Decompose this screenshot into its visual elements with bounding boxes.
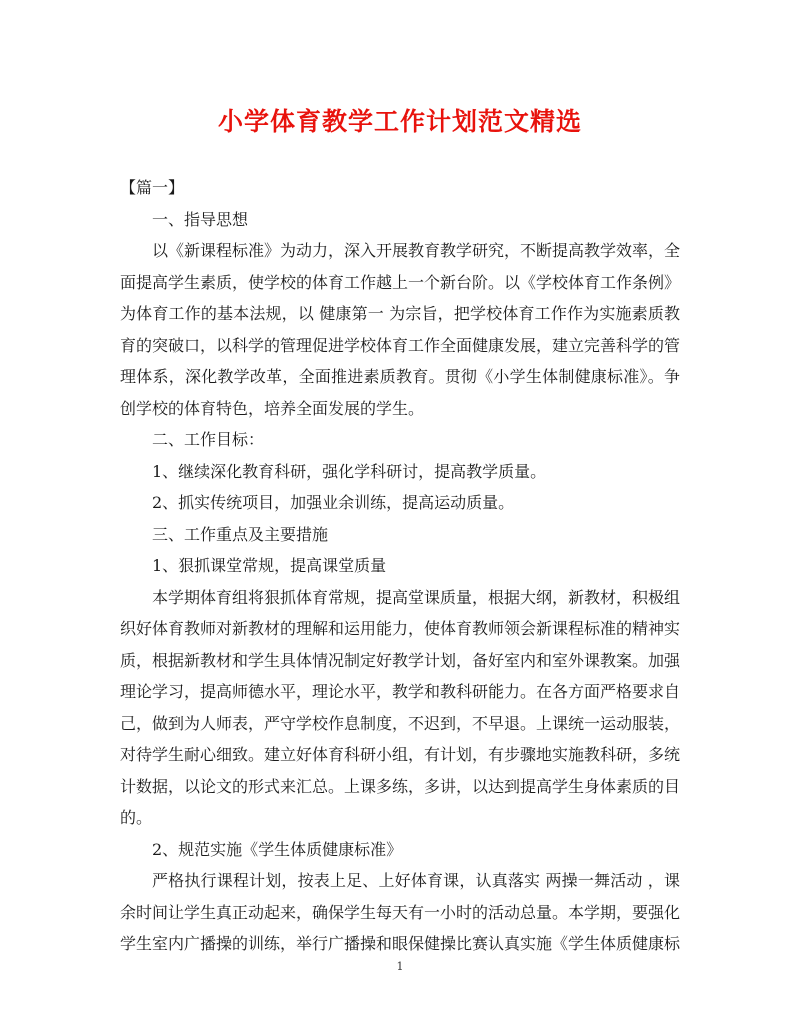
document-title: 小学体育教学工作计划范文精选 [217, 107, 582, 136]
paragraph-guiding-thought: 以《新课程标准》为动力，深入开展教育教学研究，不断提高教学效率，全面提高学生素质，使学校的体育工作越上一个新台阶。以《学校体育工作条例》为体育工作的基本法规，以 健康第一 为宗旨，把学校体育工作作为实施素质教育的突破口，以科学的管理促进学校体育工作全面健康发展，建立完善科学的管理体系，深化教学改革，全面推进素质教育。贯彻《小学生体制健康标准》。争创学校的体育特色，培养全面发展的学生。 [120, 241, 681, 418]
subheading-classroom-routine: 1、狠抓课堂常规，提高课堂质量 [152, 556, 387, 575]
document-body [120, 172, 680, 960]
heading-key-measures: 三、工作重点及主要措施 [152, 524, 329, 544]
goal-item-1: 1、继续深化教育科研，强化学科研讨，提高教学质量。 [152, 461, 547, 481]
paragraph-classroom-routine: 本学期体育组将狠抓体育常规，提高堂课质量，根据大纲，新教材，积极组织好体育教师对新教材的理解和运用能力，使体育教师领会新课程标准的精神实质，根据新教材和学生具体情况制定好教学计划，备好室内和室外课教案。加强理论学习，提高师德水平，理论水平，教学和教科研能力。在各方面严格要求自己，做到为人师表，严守学校作息制度，不迟到，不早退。上课统一运动服装，对待学生耐心细致。建立好体育科研小组，有计划，有步骤地实施教科研，多统计数据，以论文的形式来汇总。上课多练，多讲，以达到提高学生身体素质的目的。 [120, 587, 681, 827]
subheading-health-standard: 2、规范实施《学生体质健康标准》 [152, 839, 403, 859]
paragraph-health-standard: 严格执行课程计划，按表上足、上好体育课，认真落实 两操一舞活动 ，课余时间让学生真正动起来，确保学生每天有一小时的活动总量。本学期，要强化学生室内广播操的训练，举行广播操和眼保健操比赛认真实施《学生体质健康标 [120, 871, 681, 953]
heading-work-goals: 二、工作目标： [152, 430, 265, 449]
heading-guiding-thought: 一、指导思想 [152, 209, 249, 229]
section-tag: 【篇一】 [120, 178, 185, 197]
page-number: 1 [396, 960, 404, 973]
goal-item-2: 2、抓实传统项目，加强业余训练，提高运动质量。 [152, 493, 515, 512]
